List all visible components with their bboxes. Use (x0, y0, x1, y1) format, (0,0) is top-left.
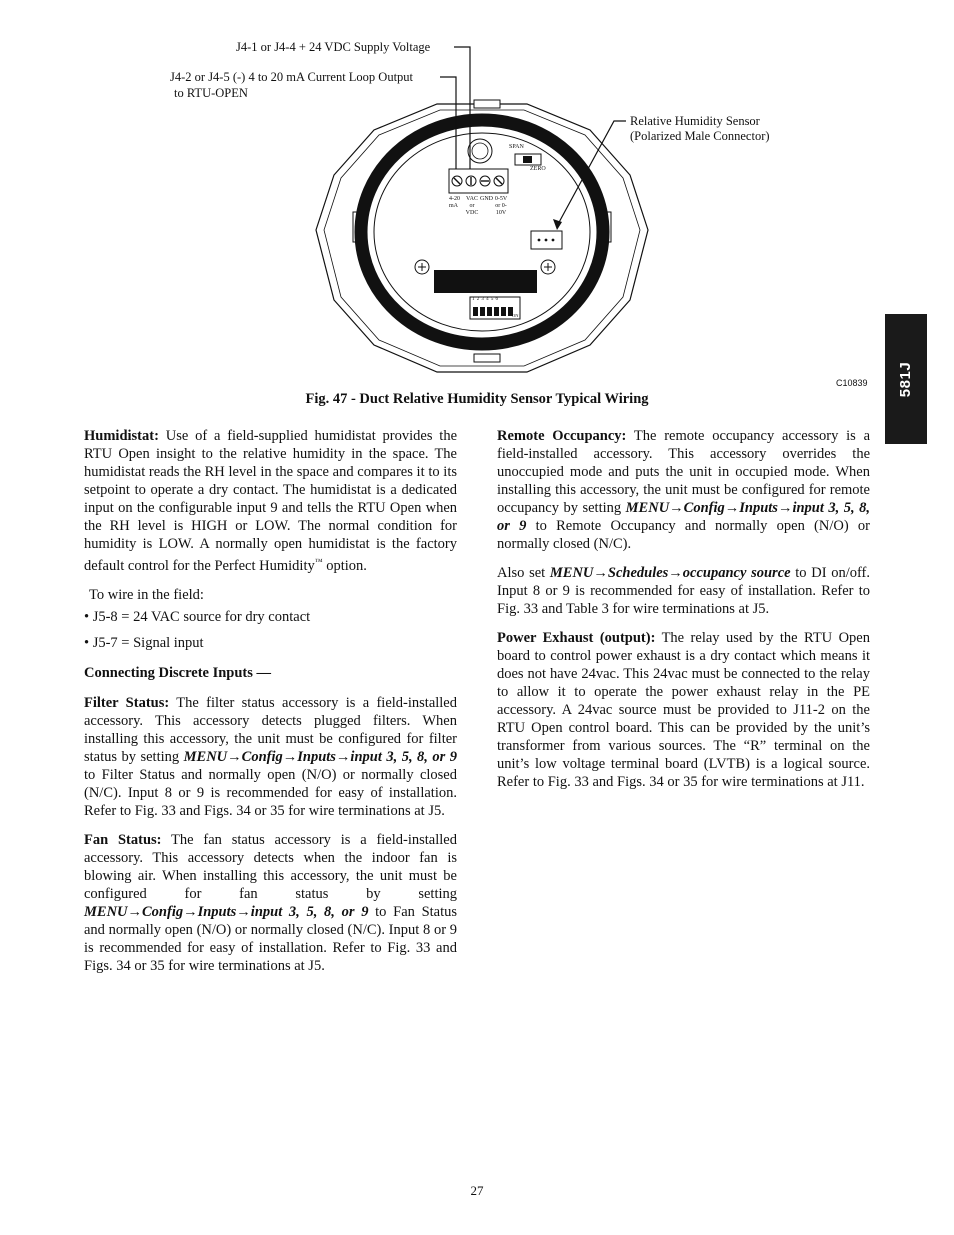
fan-body-1: The fan status accessory is a field-installed accessory. This accessory detects when the indoor fan is blowing air. When installing this accessory, the unit must be configured for fan status by setting (84, 831, 457, 902)
terminal-label-gnd: GND (480, 196, 493, 202)
schedule-body: to DI on/off. Input 8 or 9 is recommended for easy of installation. Refer to Fig. 33 and Table 3 for wire terminations at J5. (497, 565, 871, 617)
callout-supply-voltage: J4-1 or J4-4 + 24 VDC Supply Voltage (236, 40, 431, 54)
also-set-text: Also set (497, 565, 546, 581)
mounting-screw-left (415, 260, 429, 274)
occupancy-body-2: to Remote Occupancy and normally open (N/O) or normally closed (N/C). (497, 518, 870, 552)
callout-sensor-2: (Polarized Male Connector) (630, 129, 770, 143)
mounting-screw-right (541, 260, 555, 274)
span-label: SPAN (509, 144, 524, 150)
humidistat-paragraph (84, 427, 457, 575)
occupancy-paragraph (497, 427, 870, 553)
terminal-label-vac: VAC or VDC (465, 196, 479, 216)
trademark-symbol: ™ (314, 557, 323, 566)
arrow-head (553, 219, 562, 230)
wiring-figure (0, 0, 954, 395)
schedule-paragraph (497, 564, 870, 618)
schedule-menu-path: MENU→Schedules→occupancy source (549, 565, 791, 581)
humidistat-body: Use of a field-supplied humidistat provides the RTU Open insight to the relative humidity in the space. The humidistat reads the RH level in the space and compares it to its setpoint to operate a dry contact. The humidistat is a dedicated input on the configurable input 9 and tells the RTU Open when the RH level is HIGH or LOW. The normal condition for humidity is LOW. A normally open humidistat is the factory default control for the Perfect Humidity (84, 428, 458, 574)
dip-numbers: 123456 (472, 297, 501, 302)
callout-sensor-1: Relative Humidity Sensor (630, 114, 760, 128)
figure-caption: Fig. 47 - Duct Relative Humidity Sensor Typical Wiring (305, 391, 649, 407)
wire-intro: To wire in the field: (89, 586, 204, 603)
callout-loop-output-2: to RTU-OPEN (174, 86, 248, 100)
terminal-label-v: 0-5V or 0-10V (494, 196, 508, 216)
bullet-j5-8: • J5-8 = 24 VAC source for dry contact (84, 608, 311, 625)
fan-heading: Fan Status: (84, 831, 162, 848)
housing-tab-top (474, 100, 500, 108)
section-tab-label: 581J (897, 361, 915, 397)
humidistat-tail: option. (322, 557, 367, 574)
dip-on-label: ON (512, 313, 519, 318)
occupancy-heading: Remote Occupancy: (497, 428, 627, 444)
section-tab (885, 314, 927, 444)
occupancy-menu-path: MENU→Config→Inputs→input 3, 5, 8, or 9 (497, 500, 870, 534)
housing-tab-bottom (474, 354, 500, 362)
power-exhaust-body: The relay used by the RTU Open board to control power exhaust is a dry contact which means it does not have 24vac. This 24vac must be connected to the relay to allow it to operate the power exhaust relay in the PE accessory. A 24vac source must be provided to J11-2 on the RTU Open control board. This can be provided by the unit’s transformer from various sources. The “R” terminal on the unit’s low voltage terminal board (LVTB) is a logical source. Refer to Fig. 33 and Figs. 34 or 35 for wire terminations at J11. (497, 630, 870, 790)
terminal-label-ma: 4-20 mA (449, 196, 460, 209)
fan-paragraph (84, 831, 457, 975)
fan-body-2: to Fan Status and normally open (N/O) or normally closed (N/C). Input 8 or 9 is recommended for easy of installation. Refer to Fig. 33 and Figs. 34 or 35 for wire terminations at J5. (84, 903, 458, 974)
page-number: 27 (470, 1183, 484, 1198)
filter-heading: Filter Status: (84, 694, 170, 711)
display-bar (434, 270, 537, 293)
filter-menu-path: MENU→Config→Inputs→input 3, 5, 8, or 9 (183, 748, 458, 765)
filter-body-1: The filter status accessory is a field-installed accessory. This accessory detects plugged filters. When installing this accessory, the unit must be configured for filter status by setting (84, 694, 457, 765)
occupancy-body-1: The remote occupancy accessory is a field-installed accessory. This accessory overrides the unoccupied mode and puts the unit in occupied mode. When installing this accessory, the unit must be configured for remote occupancy by setting (497, 428, 871, 516)
zero-label: ZERO (530, 166, 546, 172)
filter-paragraph (84, 694, 457, 820)
fan-menu-path: MENU→Config→Inputs→input 3, 5, 8, or 9 (84, 903, 369, 920)
power-exhaust-heading: Power Exhaust (output): (497, 630, 656, 646)
bullet-j5-7: • J5-7 = Signal input (84, 634, 204, 651)
left-column (84, 427, 457, 986)
power-exhaust-paragraph (497, 629, 870, 791)
filter-body-2: to Filter Status and normally open (N/O) or normally closed (N/C). Input 8 or 9 is recommended for easy of installation. Refer to Fig. 33 and Figs. 34 or 35 for wire terminations at J5. (84, 766, 457, 819)
connecting-heading: Connecting Discrete Inputs — (84, 664, 272, 681)
humidistat-heading: Humidistat: (84, 428, 159, 444)
right-column (497, 427, 870, 802)
callout-loop-output-1: J4-2 or J4-5 (-) 4 to 20 mA Current Loop Output (170, 70, 414, 84)
figure-id: C10839 (836, 378, 868, 388)
